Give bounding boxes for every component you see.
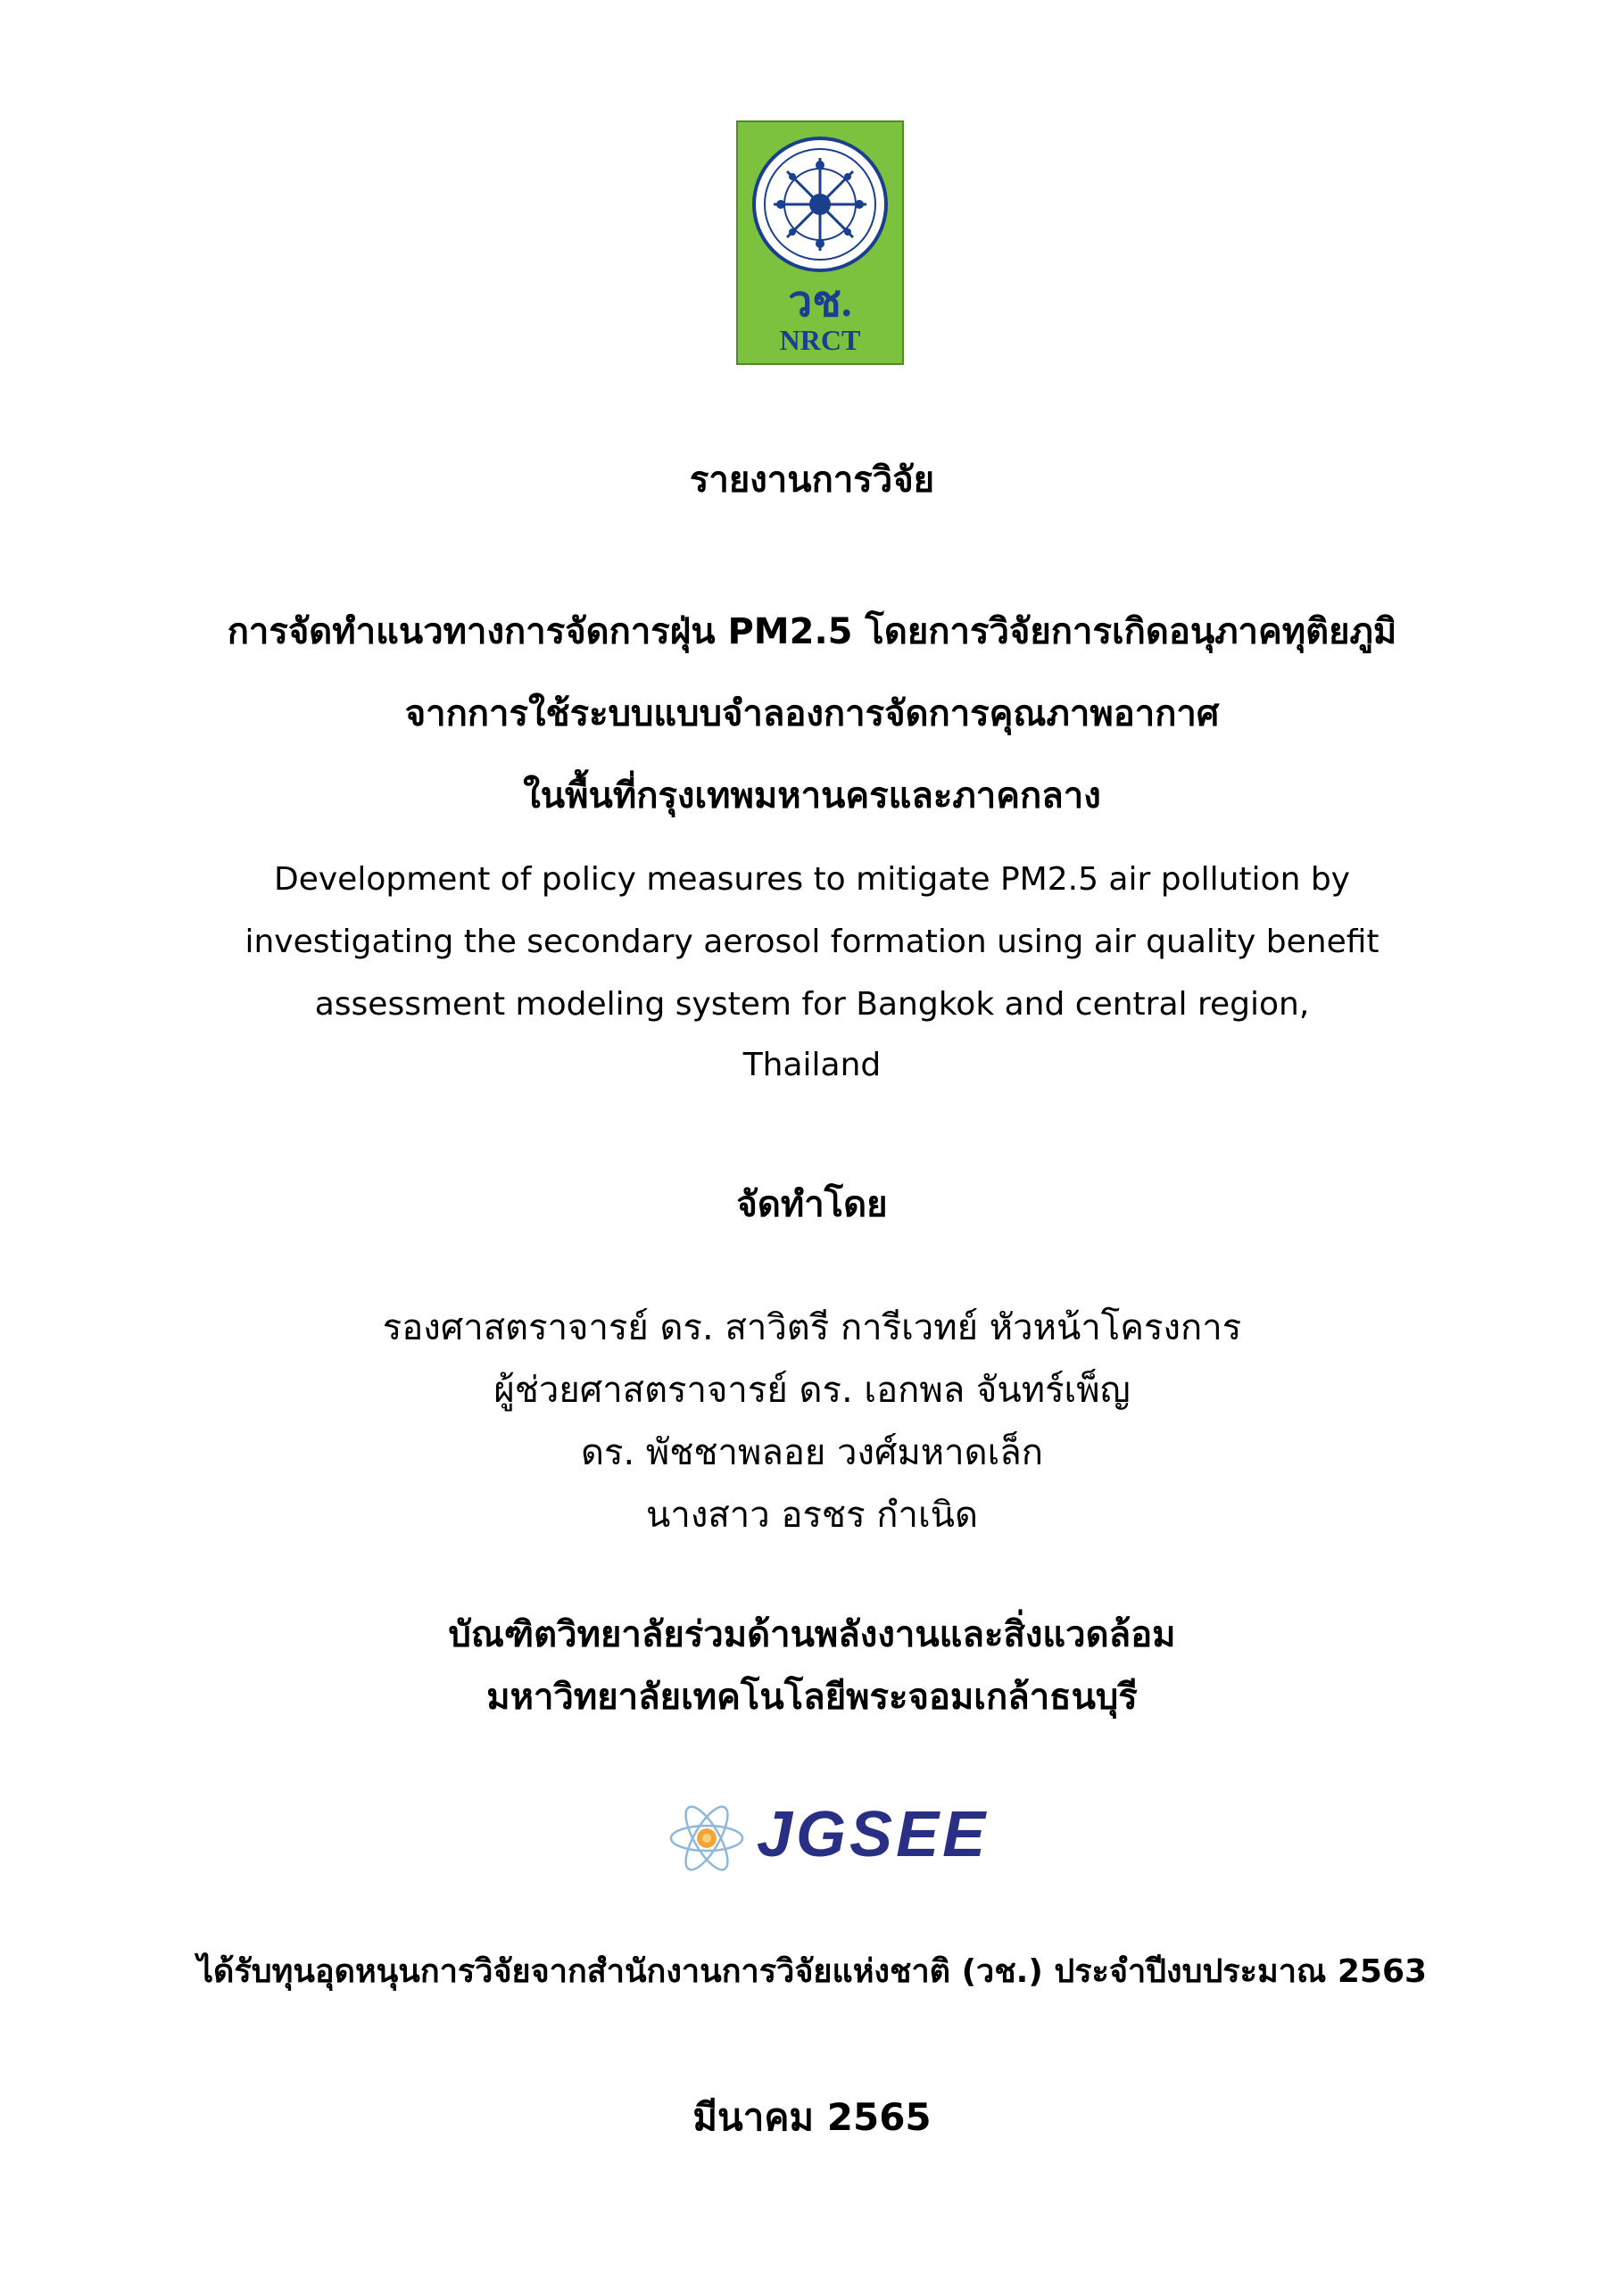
title-en-line-1: Development of policy measures to mitigate PM2.5 air pollution by bbox=[274, 861, 1350, 898]
jgsee-atom-icon bbox=[660, 1798, 753, 1878]
prepared-by-label: จัดทำโดย bbox=[736, 1184, 888, 1225]
institution-line-1: บัณฑิตวิทยาลัยร่วมด้านพลังงานและสิ่งแวดล้อม bbox=[448, 1614, 1176, 1655]
author-4: นางสาว อรชร กำเนิด bbox=[646, 1495, 978, 1536]
title-th-line-3: ในพื้นที่กรุงเทพมหานครและภาคกลาง bbox=[523, 775, 1101, 816]
jgsee-logo bbox=[660, 1798, 990, 1878]
title-th-line-2: จากการใช้ระบบแบบจำลองการจัดการคุณภาพอากาศ bbox=[404, 693, 1220, 734]
nrct-logo bbox=[736, 120, 904, 365]
author-2: ผู้ช่วยศาสตราจารย์ ดร. เอกพล จันทร์เพ็ญ bbox=[493, 1370, 1131, 1411]
author-1: รองศาสตราจารย์ ดร. สาวิตรี การีเวทย์ หัวหน้าโครงการ bbox=[382, 1307, 1242, 1348]
title-en-line-3: assessment modeling system for Bangkok and central region, bbox=[314, 986, 1310, 1023]
report-date: มีนาคม 2565 bbox=[692, 2095, 932, 2139]
title-en-line-2: investigating the secondary aerosol formation using air quality benefit bbox=[244, 924, 1380, 960]
jgsee-wordmark: JGSEE bbox=[757, 1799, 990, 1870]
title-th-line-1: การจัดทำแนวทางการจัดการฝุ่น PM2.5 โดยการวิจัยการเกิดอนุภาคทุติยภูมิ bbox=[227, 611, 1397, 652]
institution-line-2: มหาวิทยาลัยเทคโนโลยีพระจอมเกล้าธนบุรี bbox=[486, 1677, 1138, 1718]
funding-statement: ได้รับทุนอุดหนุนการวิจัยจากสำนักงานการวิจัยแห่งชาติ (วช.) ประจำปีงบประมาณ 2563 bbox=[196, 1953, 1428, 1990]
nrct-abbr-thai: วช. bbox=[788, 278, 852, 326]
report-type: รายงานการวิจัย bbox=[689, 460, 935, 501]
author-3: ดร. พัชชาพลอย วงศ์มหาดเล็ก bbox=[580, 1432, 1044, 1473]
title-en-line-4: Thailand bbox=[742, 1047, 882, 1083]
nrct-abbr-en: NRCT bbox=[779, 324, 861, 356]
